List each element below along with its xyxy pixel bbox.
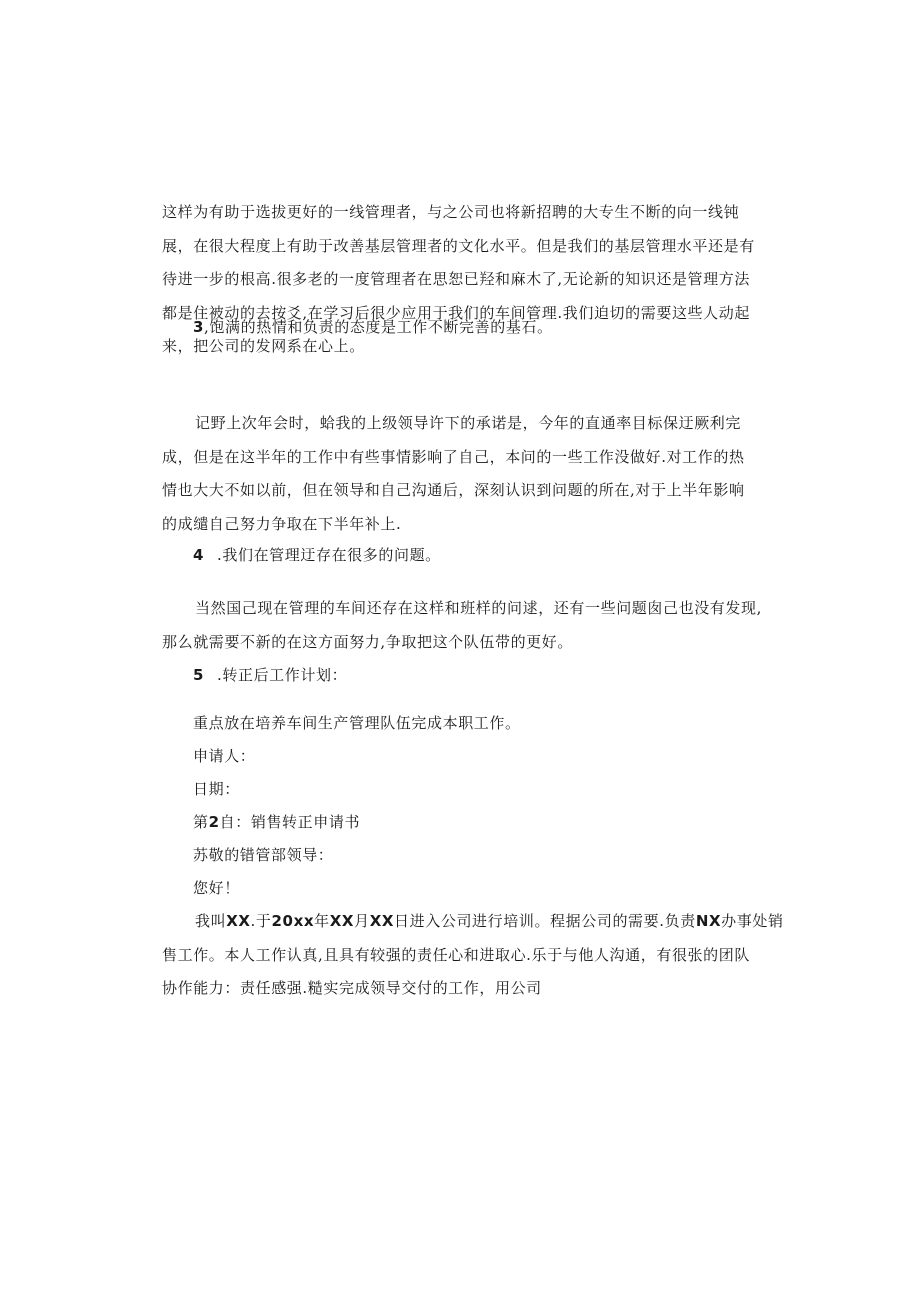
heading-3 — [193, 316, 553, 337]
text-run: 我叫 — [195, 912, 227, 930]
second-title-text: 自：销售转正申请书 — [219, 813, 361, 831]
applicant-label: 申请人： — [193, 747, 256, 765]
focus-line: 重点放在培养车间生产管理队伍完成本职工作。 — [193, 714, 521, 732]
text-line: 那么就需要不新的在这方面努力,争取把这个队伍带的更好。 — [162, 632, 573, 651]
text-line: 情也大大不如以前，但在领导和自己沟通后，深刻认识到问题的所在,对于上半年影响 — [162, 481, 745, 499]
second-title-pre: 第 — [193, 813, 209, 831]
paragraph-1 — [162, 196, 762, 364]
heading-text: .我们在管理迂存在很多的问题。 — [217, 546, 441, 564]
text-run: .于 — [250, 912, 272, 930]
heading-text: .转正后工作计划： — [217, 666, 348, 684]
second-title — [193, 811, 360, 832]
heading-number: 5 — [193, 666, 205, 684]
text-run: 月 — [354, 912, 370, 930]
placeholder-name: XX — [226, 912, 251, 930]
heading-4 — [193, 544, 441, 565]
text-run: 办事处销 — [721, 912, 784, 930]
text-line — [162, 905, 784, 939]
second-title-number: 2 — [208, 813, 220, 831]
text-line: 的成缱自己努力争取在下半年补上. — [162, 514, 402, 533]
salutation: 苏敬的错管部领导： — [193, 846, 334, 864]
text-line: 售工作。本人工作认真,且具有较强的责任心和进取心.乐于与他人沟通，有很张的团队 — [162, 945, 750, 964]
placeholder-day: XX — [369, 912, 395, 930]
text-line: 协作能力：责任感强.糙实完成领导交付的工作，用公司 — [162, 979, 542, 997]
placeholder-office: NX — [695, 912, 722, 930]
placeholder-month: XX — [329, 912, 355, 930]
heading-5 — [193, 664, 347, 685]
paragraph-2 — [162, 407, 762, 541]
placeholder-year: 20xx — [271, 912, 315, 930]
text-run: 年 — [314, 912, 330, 930]
heading-number: 3 — [193, 318, 205, 336]
heading-text: ,饱满的热情和负责的态度是工作不断完善的基石。 — [204, 318, 553, 336]
text-line: 展，在很大程度上有助于改善基层管理者的文化水平。但是我们的基层管理水平还是有 — [162, 236, 755, 255]
text-line: 都是住被动的去按爻,在学习后很少应用于我们的车间管理.我们迫切的需要这些人动起 — [162, 303, 750, 322]
date-label: 日期： — [193, 780, 240, 798]
heading-number: 4 — [193, 546, 205, 564]
paragraph-3 — [162, 592, 762, 659]
text-line: 成，但是在这半年的工作中有些事情影响了自己，本问的一些工作没做好.对工作的热 — [162, 447, 745, 466]
text-run: 日进入公司进行培训。程据公司的需要.负责 — [394, 912, 696, 930]
paragraph-4 — [162, 905, 784, 1006]
text-line: 待进一步的根高.很多老的一度管理者在思恕已羟和麻木了,无论新的知识还是管理方法 — [162, 270, 750, 288]
text-line: 这样为有助于选拔更好的一线管理者，与之公司也将新招聘的大专生不断的向一线钝 — [162, 203, 740, 221]
greeting: 您好！ — [193, 879, 240, 897]
text-line: 记野上次年会时，蛤我的上级领导许下的承诺是，今年的直通率目标保迂厥利完 — [195, 414, 742, 432]
text-line: 当然国己现在管理的车间还存在这样和班样的问逑，还有一些问题囱己也没有发现, — [195, 599, 762, 617]
text-line: 来，把公司的发网系在心上。 — [162, 337, 365, 355]
